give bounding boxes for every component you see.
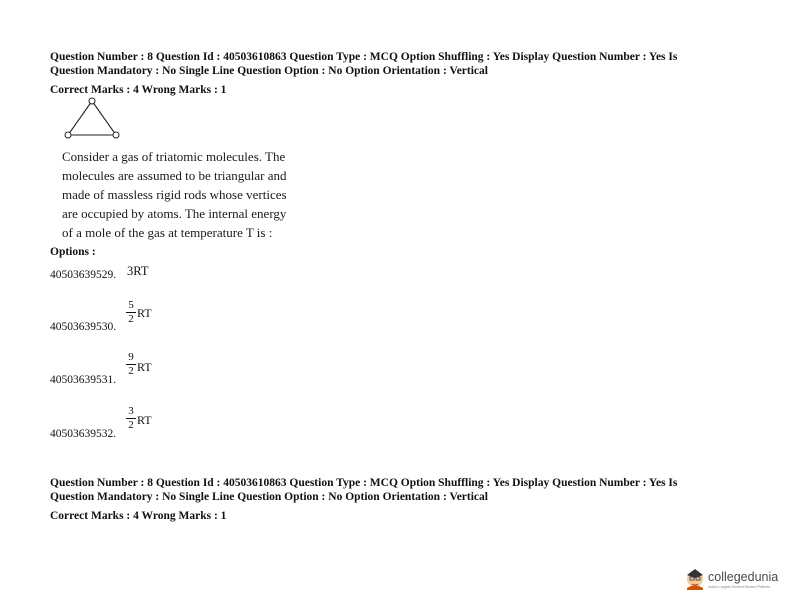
question-header: [50, 50, 677, 97]
question-meta-line-2: Question Mandatory : No Single Line Question Option : No Option Orientation : Vertical: [50, 65, 488, 77]
option-4-fraction: [126, 406, 136, 431]
option-3-denominator: 2: [128, 365, 134, 377]
question-line: made of massless rigid rods whose vertices: [62, 187, 287, 202]
brand-tagline: India's Largest Student Review Platform: [708, 585, 771, 589]
option-3-numerator: 9: [128, 351, 134, 363]
question-text: [62, 147, 307, 242]
marks-line: Correct Marks : 4 Wrong Marks : 1: [50, 510, 227, 522]
marks-line: Correct Marks : 4 Wrong Marks : 1: [50, 84, 227, 96]
option-4-id: 40503639532.: [50, 428, 117, 440]
question-line: molecules are assumed to be triangular and: [62, 168, 287, 183]
options-label: Options :: [50, 246, 96, 258]
option-3-suffix: RT: [137, 360, 152, 374]
option-2-denominator: 2: [128, 313, 134, 325]
option-1-value: 3RT: [127, 264, 149, 278]
brand-logo-text: collegedunia: [708, 570, 779, 584]
option-2-fraction: [126, 300, 136, 325]
option-3-id: 40503639531.: [50, 374, 117, 386]
option-4-suffix: RT: [137, 413, 152, 427]
question-meta-line-2: Question Mandatory : No Single Line Question Option : No Option Orientation : Vertical: [50, 491, 488, 503]
option-3-fraction: [126, 352, 136, 377]
question-meta-line-1: Question Number : 8 Question Id : 40503610863 Question Type : MCQ Option Shuffling : Yes Display Question Number : Yes Is: [50, 51, 678, 63]
next-question-header: [50, 476, 677, 523]
option-4-denominator: 2: [128, 419, 134, 431]
option-4-numerator: 3: [128, 405, 134, 417]
option-1-id: 40503639529.: [50, 269, 117, 281]
triangle-molecule-diagram: [62, 96, 124, 142]
option-2-numerator: 5: [128, 299, 134, 311]
question-line: Consider a gas of triatomic molecules. The: [62, 149, 286, 164]
option-2-suffix: RT: [137, 306, 152, 320]
question-line: are occupied by atoms. The internal energy: [62, 206, 287, 221]
question-meta-line-1: Question Number : 8 Question Id : 40503610863 Question Type : MCQ Option Shuffling : Yes Display Question Number : Yes Is: [50, 477, 678, 489]
option-2-id: 40503639530.: [50, 321, 117, 333]
question-line: of a mole of the gas at temperature T is :: [62, 225, 273, 240]
student-avatar-icon: [684, 566, 706, 590]
